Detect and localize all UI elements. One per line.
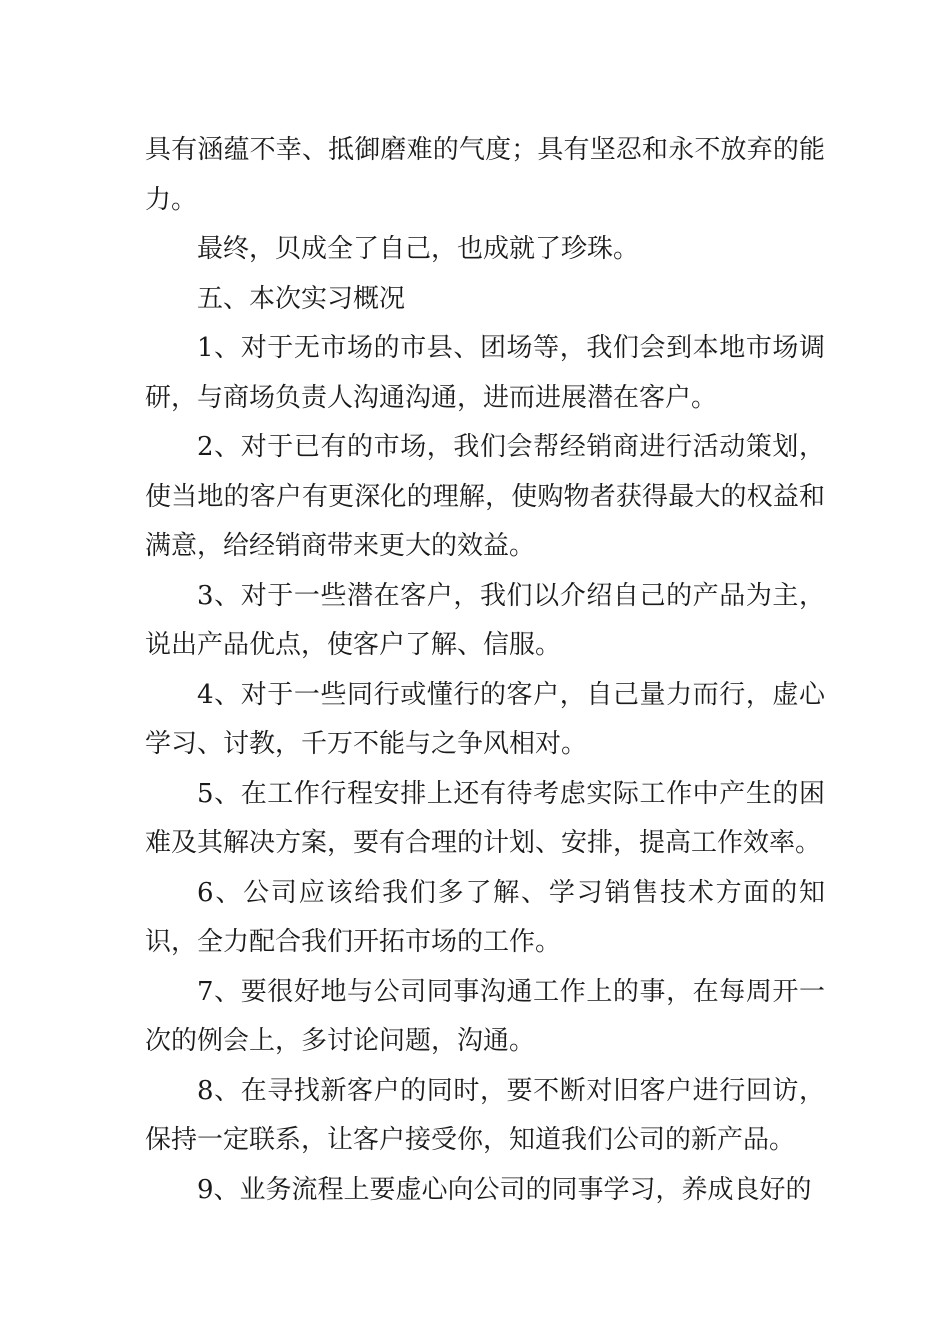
list-item-5: 5、在工作行程安排上还有待考虑实际工作中产生的困难及其解决方案，要有合理的计划、安排，提高工作效率。 — [145, 778, 825, 858]
list-item-2: 2、对于已有的市场，我们会帮经销商进行活动策划，使当地的客户有更深化的理解，使购物者获得最大的权益和满意，给经销商带来更大的效益。 — [145, 432, 825, 561]
list-item-7: 7、要很好地与公司同事沟通工作上的事，在每周开一次的例会上，多讨论问题，沟通。 — [145, 976, 825, 1056]
paragraph-continuation: 具有涵蕴不幸、抵御磨难的气度；具有坚忍和永不放弃的能力。 — [145, 135, 825, 215]
document-body — [145, 126, 825, 1215]
list-item-4: 4、对于一些同行或懂行的客户，自己量力而行，虚心学习、讨教，千万不能与之争风相对。 — [145, 679, 825, 759]
list-item-9: 9、业务流程上要虚心向公司的同事学习，养成良好的 — [197, 1174, 812, 1205]
list-item-1: 1、对于无市场的市县、团场等，我们会到本地市场调研，与商场负责人沟通沟通，进而进展潜在客户。 — [145, 333, 825, 413]
list-item-3: 3、对于一些潜在客户，我们以介绍自己的产品为主，说出产品优点，使客户了解、信服。 — [145, 580, 825, 660]
section-heading: 五、本次实习概况 — [197, 283, 406, 314]
paragraph-closing-line: 最终，贝成全了自己，也成就了珍珠。 — [197, 234, 640, 264]
list-item-6: 6、公司应该给我们多了解、学习销售技术方面的知识，全力配合我们开拓市场的工作。 — [145, 877, 825, 957]
list-item-8: 8、在寻找新客户的同时，要不断对旧客户进行回访，保持一定联系，让客户接受你，知道我们公司的新产品。 — [145, 1075, 825, 1155]
